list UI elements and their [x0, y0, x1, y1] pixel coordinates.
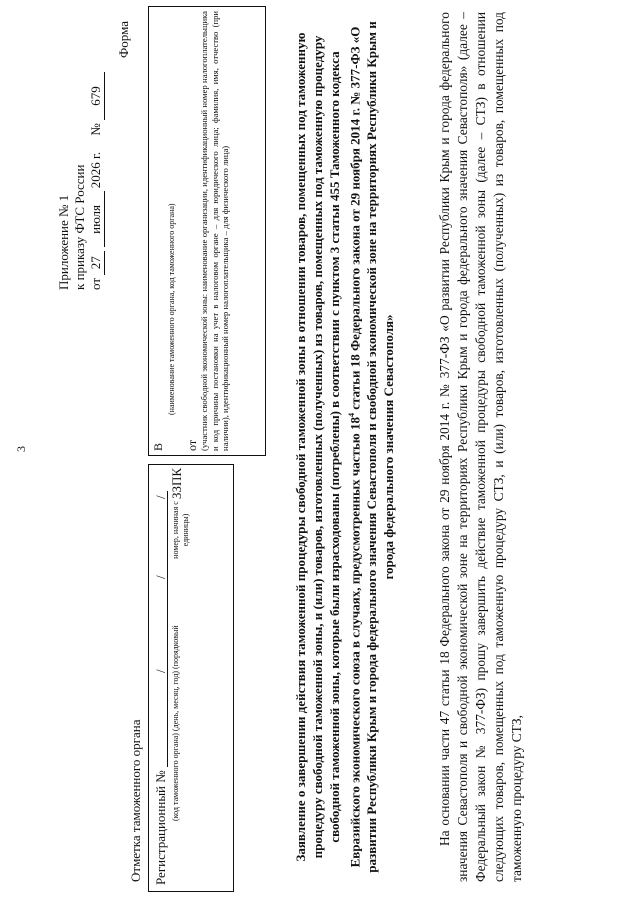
registration-caption: (код таможенного органа) (день, месяц, год) (порядковый	[171, 625, 180, 821]
document-title	[292, 12, 397, 882]
date-prefix: от	[88, 277, 103, 290]
order-number: 679	[88, 72, 105, 120]
body-paragraph: На основании части 47 статьи 18 Федерального закона от 29 ноября 2014 г. № 377-ФЗ «О развитии Республики Крым и города федерального значения Севастополя и свободной экономической зоне на территориях Республики Крым и города федерального значения Севастополя» (далее – Федеральный закон № 377-ФЗ) прошу завершить действие таможенной процедуры свободной таможенной зоны (далее – СТЗ) в отношении следующих товаров, помещенных под таможенную процедуру СТЗ, и (или) товаров, изготовленных (полученных) из товаров, помещенных под таможенную процедуру СТЗ,	[437, 12, 524, 882]
page-number: 3	[14, 446, 28, 452]
registration-line	[167, 491, 168, 767]
appendix-order: к приказу ФТС России	[72, 164, 87, 290]
appendix-line: Приложение № 1	[56, 194, 71, 290]
date-year-suffix: г.	[88, 151, 103, 159]
registration-slash: /	[153, 669, 168, 673]
recipient-box	[148, 6, 266, 456]
appendix-header	[56, 10, 105, 290]
from-label: от	[185, 439, 199, 451]
registration-suffix: /ЗЗПК	[153, 467, 184, 499]
date-year: 2026	[88, 162, 103, 189]
registration-slash: /	[153, 575, 168, 579]
date-day: 27	[88, 251, 105, 275]
registration-caption-sequence: номер, начиная с единицы)	[171, 501, 190, 559]
appendix-date	[88, 10, 105, 290]
registration-label: Регистрационный №	[153, 770, 168, 885]
form-label: Форма	[116, 21, 131, 58]
from-caption: (участник свободной экономической зоны: наименование организации, идентификационный номер налогоплательщика и код причины постановки на учет в налоговом органе – для юридического лица; фамилия, имя, отчество (при наличии), идентификационный номер налогоплательщика – для физического лица)	[199, 11, 230, 451]
title-tail: статьи 18 Федерального закона от 29 ноября 2014 г. № 377-ФЗ «О развитии Республики Крым и города федерального значения Севастополя и свободной экономической зоне на территориях Республики Крым и города федерального значения Севастополя»	[347, 21, 397, 873]
customs-mark-label: Отметка таможенного органа	[128, 719, 143, 882]
date-month: июля	[88, 191, 105, 247]
title-superscript: 4	[347, 413, 356, 418]
to-label: В	[151, 442, 165, 451]
title-main: Заявление о завершении действия таможенной процедуры свободной таможенной зоны в отношении товаров, помещенных под таможенную процедуру свободной таможенной зоны, и (или) товаров, изготовленных (полученных) из товаров, помещенных под таможенную процедуру свободной таможенной зоны, которые были израсходованы (потреблены) в соответствии с пунктом 3 статьи 455 Таможенного кодекса Евразийского экономического союза в случаях, предусмотренных частью 18	[293, 32, 363, 868]
to-caption: (наименование таможенного органа, код таможенного органа)	[167, 203, 176, 415]
number-prefix: №	[88, 123, 103, 136]
registration-box	[148, 464, 234, 892]
